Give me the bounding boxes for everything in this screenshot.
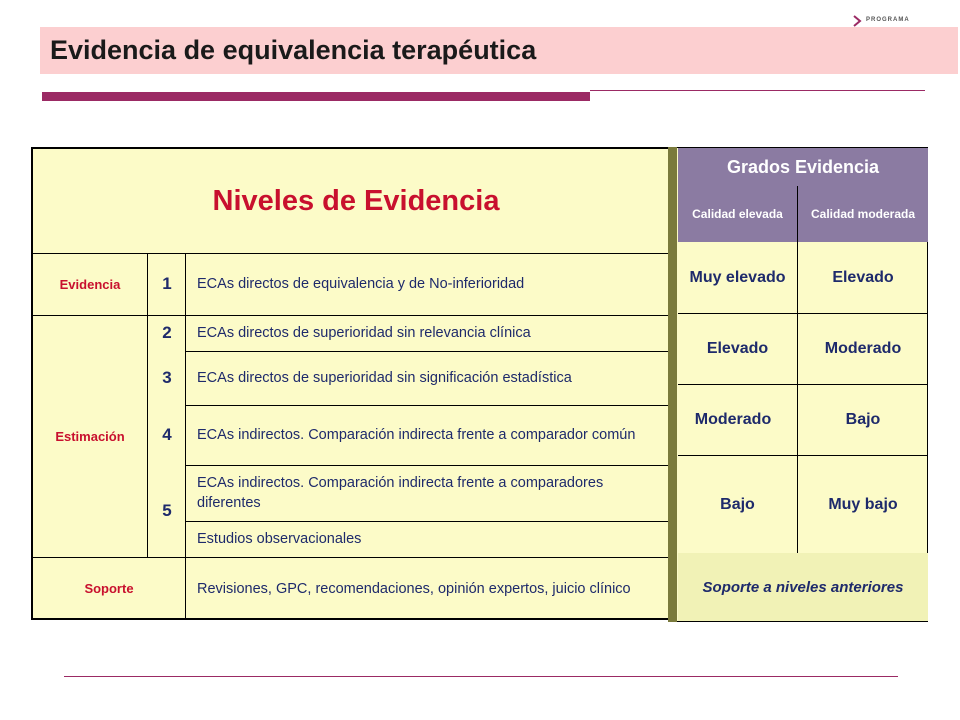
grade-cell: Muy elevado bbox=[689, 268, 786, 286]
category-estimacion: Estimación bbox=[55, 428, 125, 444]
level-description: ECAs directos de superioridad sin relevancia clínica bbox=[197, 325, 531, 341]
level-number: 2 bbox=[162, 323, 172, 342]
grade-cell: Moderado bbox=[694, 411, 772, 428]
category-soporte: Soporte bbox=[84, 581, 134, 596]
slide-title-band bbox=[40, 27, 958, 74]
title-underline bbox=[42, 92, 590, 101]
grade-cell: Elevado bbox=[706, 340, 769, 357]
grade-cell: Moderado bbox=[824, 340, 902, 357]
grados-side-bar bbox=[668, 147, 677, 622]
grados-title: Grados Evidencia bbox=[678, 148, 928, 186]
grade-cell: Bajo bbox=[845, 411, 881, 428]
level-number: 4 bbox=[162, 425, 172, 444]
level-number: 3 bbox=[162, 368, 172, 387]
category-evidencia: Evidencia bbox=[59, 276, 121, 292]
grados-evidencia-table bbox=[668, 147, 928, 622]
level-description: ECAs directos de superioridad sin significación estadística bbox=[197, 370, 572, 386]
level-description: ECAs directos de equivalencia y de No-inferioridad bbox=[197, 276, 525, 292]
logo-text: PROGRAMA bbox=[866, 17, 910, 23]
niveles-evidencia-table bbox=[31, 147, 677, 620]
level-description: Estudios observacionales bbox=[197, 531, 362, 547]
footer-line bbox=[64, 676, 898, 677]
grade-cell: Bajo bbox=[720, 495, 755, 513]
title-underline-thin bbox=[590, 90, 925, 91]
grade-cell: Elevado bbox=[832, 268, 894, 286]
column-header: Calidad moderada bbox=[798, 186, 928, 242]
niveles-title: Niveles de Evidencia bbox=[212, 184, 500, 217]
level-number: 1 bbox=[162, 274, 172, 293]
slide-title: Evidencia de equivalencia terapéutica bbox=[50, 35, 537, 65]
grados-footer: Soporte a niveles anteriores bbox=[678, 553, 928, 621]
level-description: ECAs indirectos. Comparación indirecta frente a comparador común bbox=[197, 427, 636, 443]
grade-cell: Muy bajo bbox=[828, 495, 898, 513]
column-header: Calidad elevada bbox=[678, 186, 797, 242]
chevron-logo-icon bbox=[852, 14, 866, 28]
programa-logo bbox=[852, 14, 932, 34]
level-description: Revisiones, GPC, recomendaciones, opinión expertos, juicio clínico bbox=[197, 580, 631, 597]
level-description: ECAs indirectos. Comparación indirecta frente a comparadores diferentes bbox=[197, 475, 604, 511]
level-number: 5 bbox=[162, 501, 172, 520]
